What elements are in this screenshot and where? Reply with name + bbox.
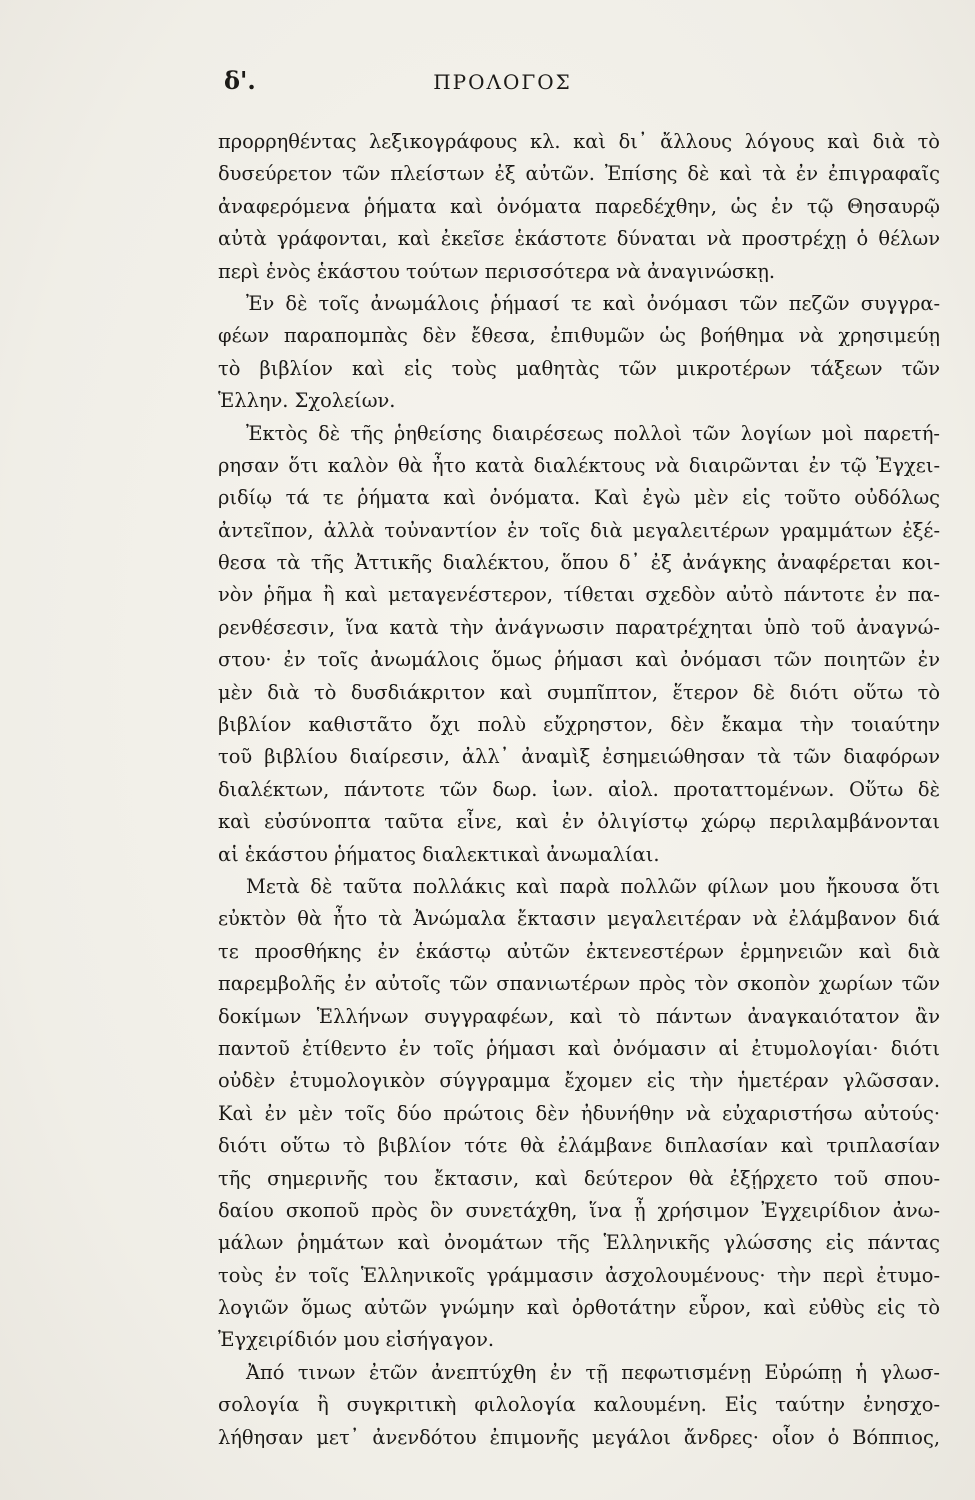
text-line: αἱ ἑκάστου ῥήματος διαλεκτικαὶ ἀνωμαλίαι.: [218, 842, 660, 866]
text-line: σολογία ἢ συγκριτικὴ φιλολογία καλουμένη. Εἰς ταύτην ἐνησχο-: [218, 1393, 940, 1417]
text-line: Ἐν δὲ τοῖς ἀνωμάλοις ῥήμασί τε καὶ ὀνόμασι τῶν πεζῶν συγγρα-: [246, 291, 940, 315]
text-line: περὶ ἑνὸς ἑκάστου τούτων περισσότερα νὰ ἀναγινώσκῃ.: [218, 259, 776, 283]
text-line: Ἐγχειρίδιόν μου εἰσήγαγον.: [218, 1328, 495, 1352]
text-line: φέων παραπομπὰς δὲν ἔθεσα, ἐπιθυμῶν ὡς βοήθημα νὰ χρησιμεύῃ: [218, 324, 940, 348]
text-line: δυσεύρετον τῶν πλείστων ἐξ αὐτῶν. Ἐπίσης δὲ καὶ τὰ ἐν ἐπιγραφαῖς: [218, 162, 940, 186]
text-line: Καὶ ἐν μὲν τοῖς δύο πρώτοις δὲν ἠδυνήθην νὰ εὐχαριστήσω αὐτούς·: [218, 1101, 940, 1125]
text-line: Ἐκτὸς δὲ τῆς ῥηθείσης διαιρέσεως πολλοὶ τῶν λογίων μοὶ παρετή-: [246, 421, 940, 445]
text-line: βιβλίον καθιστᾶτο ὄχι πολὺ εὔχρηστον, δὲν ἔκαμα τὴν τοιαύτην: [218, 713, 940, 737]
text-line: ρενθέσεσιν, ἵνα κατὰ τὴν ἀνάγνωσιν παρατρέχηται ὑπὸ τοῦ ἀναγνώ-: [218, 615, 940, 639]
text-line: παρεμβολῆς ἐν αὐτοῖς τῶν σπανιωτέρων πρὸς τὸν σκοπὸν χωρίων τῶν: [218, 972, 940, 996]
text-line: τοὺς ἐν τοῖς Ἑλληνικοῖς γράμμασιν ἀσχολουμένους· τὴν περὶ ἐτυμο-: [218, 1263, 940, 1287]
text-line: λογιῶν ὅμως αὐτῶν γνώμην καὶ ὀρθοτάτην εὗρον, καὶ εὐθὺς εἰς τὸ: [218, 1296, 940, 1320]
text-line: Ἑλλην. Σχολείων.: [218, 389, 396, 413]
text-line: τὸ βιβλίον καὶ εἰς τοὺς μαθητὰς τῶν μικροτέρων τάξεων τῶν: [218, 356, 940, 380]
text-line: τοῦ βιβλίου διαίρεσιν, ἀλλ᾽ ἀναμὶξ ἐσημειώθησαν τὰ τῶν διαφόρων: [218, 745, 940, 769]
text-line: θεσα τὰ τῆς Ἀττικῆς διαλέκτου, ὅπου δ᾽ ἐξ ἀνάγκης ἀναφέρεται κοι-: [218, 551, 940, 575]
text-line: διαλέκτων, πάντοτε τῶν δωρ. ἰων. αἰολ. προταττομένων. Οὕτω δὲ: [218, 777, 940, 801]
text-line: εὐκτὸν θὰ ἦτο τὰ Ἀνώμαλα ἔκτασιν μεγαλειτέραν νὰ ἐλάμβανον διά: [218, 907, 940, 931]
text-line: οὐδὲν ἐτυμολογικὸν σύγγραμμα ἔχομεν εἰς τὴν ἡμετέραν γλῶσσαν.: [218, 1069, 940, 1093]
text-line: καὶ εὐσύνοπτα ταῦτα εἶνε, καὶ ἐν ὀλιγίστῳ χώρῳ περιλαμβάνονται: [218, 810, 940, 834]
text-line: νὸν ῥῆμα ἢ καὶ μεταγενέστερον, τίθεται σχεδὸν αὐτὸ πάντοτε ἐν πα-: [218, 583, 940, 607]
text-line: ἀναφερόμενα ῥήματα καὶ ὀνόματα παρεδέχθην, ὡς ἐν τῷ Θησαυρῷ: [218, 194, 940, 218]
text-line: Μετὰ δὲ ταῦτα πολλάκις καὶ παρὰ πολλῶν φίλων μου ἤκουσα ὅτι: [246, 874, 940, 898]
text-line: στου· ἐν τοῖς ἀνωμάλοις ὅμως ῥήμασι καὶ ὀνόμασι τῶν ποιητῶν ἐν: [218, 648, 940, 672]
text-line: μάλων ῥημάτων καὶ ὀνομάτων τῆς Ἑλληνικῆς γλώσσης εἰς πάντας: [218, 1231, 940, 1255]
text-line: διότι οὕτω τὸ βιβλίον τότε θὰ ἐλάμβανε διπλασίαν καὶ τριπλασίαν: [218, 1134, 940, 1158]
text-line: Ἀπό τινων ἐτῶν ἀνεπτύχθη ἐν τῇ πεφωτισμένῃ Εὐρώπῃ ἡ γλωσ-: [246, 1360, 940, 1384]
text-line: τῆς σημερινῆς του ἔκτασιν, καὶ δεύτερον θὰ ἐξῄρχετο τοῦ σπου-: [218, 1166, 940, 1190]
text-line: ριδίῳ τά τε ῥήματα καὶ ὀνόματα. Καὶ ἐγὼ μὲν εἰς τοῦτο οὐδόλως: [218, 486, 940, 510]
text-line: αὐτὰ γράφονται, καὶ ἐκεῖσε ἑκάστοτε δύναται νὰ προστρέχῃ ὁ θέλων: [218, 227, 940, 251]
text-line: δαίου σκοποῦ πρὸς ὃν συνετάχθη, ἵνα ᾖ χρήσιμον Ἐγχειρίδιον ἀνω-: [218, 1198, 940, 1222]
text-line: λήθησαν μετ᾽ ἀνενδότου ἐπιμονῆς μεγάλοι ἄνδρες· οἷον ὁ Βόππιος,: [218, 1425, 940, 1449]
text-line: ρησαν ὅτι καλὸν θὰ ἦτο κατὰ διαλέκτους νὰ διαιρῶνται ἐν τῷ Ἐγχει-: [218, 453, 940, 477]
text-line: προρρηθέντας λεξικογράφους κλ. καὶ δι᾽ ἄλλους λόγους καὶ διὰ τὸ: [218, 130, 940, 153]
text-line: δοκίμων Ἑλλήνων συγγραφέων, καὶ τὸ πάντων ἀναγκαιότατον ἂν: [218, 1004, 940, 1028]
page-number: δ'.: [224, 66, 256, 95]
running-head-title: ΠΡΟΛΟΓΟΣ: [433, 70, 572, 94]
text-line: μὲν διὰ τὸ δυσδιάκριτον καὶ συμπῖπτον, ἕτερον δὲ διότι οὕτω τὸ: [218, 680, 940, 704]
text-line: τε προσθήκης ἐν ἑκάστῳ αὐτῶν ἐκτενεστέρων ἑρμηνειῶν καὶ διὰ: [218, 939, 940, 963]
text-line: ἀντεῖπον, ἀλλὰ τοὐναντίον ἐν τοῖς διὰ μεγαλειτέρων γραμμάτων ἐξέ-: [218, 518, 940, 542]
body-text: [218, 126, 940, 1454]
text-line: παντοῦ ἐτίθεντο ἐν τοῖς ῥήμασι καὶ ὀνόμασιν αἱ ἐτυμολογίαι· διότι: [218, 1036, 940, 1060]
